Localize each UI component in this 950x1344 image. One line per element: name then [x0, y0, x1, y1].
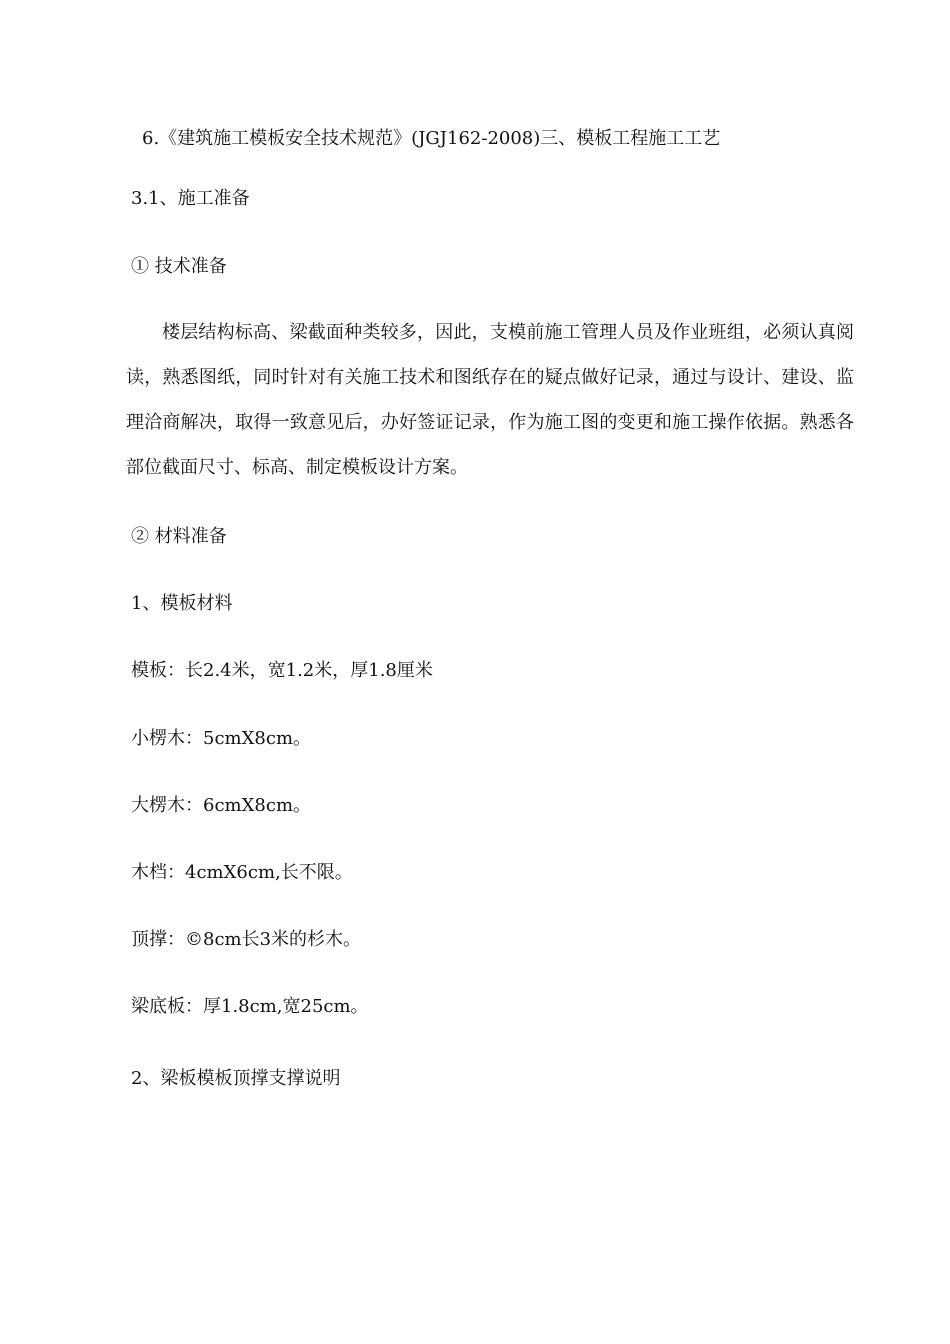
material-item: 梁底板：厚1.8cm,宽25cm。 — [131, 996, 369, 1017]
material-item: 木档：4cmX6cm,长不限。 — [131, 862, 353, 883]
material-item: 大楞木：6cmX8cm。 — [131, 795, 312, 816]
subsection-technical-preparation: ① 技术准备 — [131, 256, 227, 277]
material-item: 小楞木：5cmX8cm。 — [131, 728, 312, 749]
material-item: 顶撑：©8cm长3米的杉木。 — [131, 929, 362, 950]
beam-slab-support-heading: 2、梁板模板顶撑支撑说明 — [131, 1068, 341, 1089]
subsection-material-preparation: ② 材料准备 — [131, 526, 227, 547]
reference-standard-line: 6.《建筑施工模板安全技术规范》(JGJ162-2008)三、模板工程施工工艺 — [142, 128, 721, 149]
technical-preparation-paragraph: 楼层结构标高、梁截面种类较多，因此，支模前施工管理人员及作业班组，必须认真阅读，熟悉图纸，同时针对有关施工技术和图纸存在的疑点做好记录，通过与设计、建设、监理洽商解决，取得一致意见后，办好签证记录，作为施工图的变更和施工操作依据。熟悉各部位截面尺寸、标高、制定模板设计方案。 — [126, 322, 854, 478]
material-item: 模板：长2.4米，宽1.2米，厚1.8厘米 — [131, 660, 433, 681]
section-heading: 3.1、施工准备 — [131, 188, 250, 209]
formwork-materials-heading: 1、模板材料 — [131, 593, 233, 614]
